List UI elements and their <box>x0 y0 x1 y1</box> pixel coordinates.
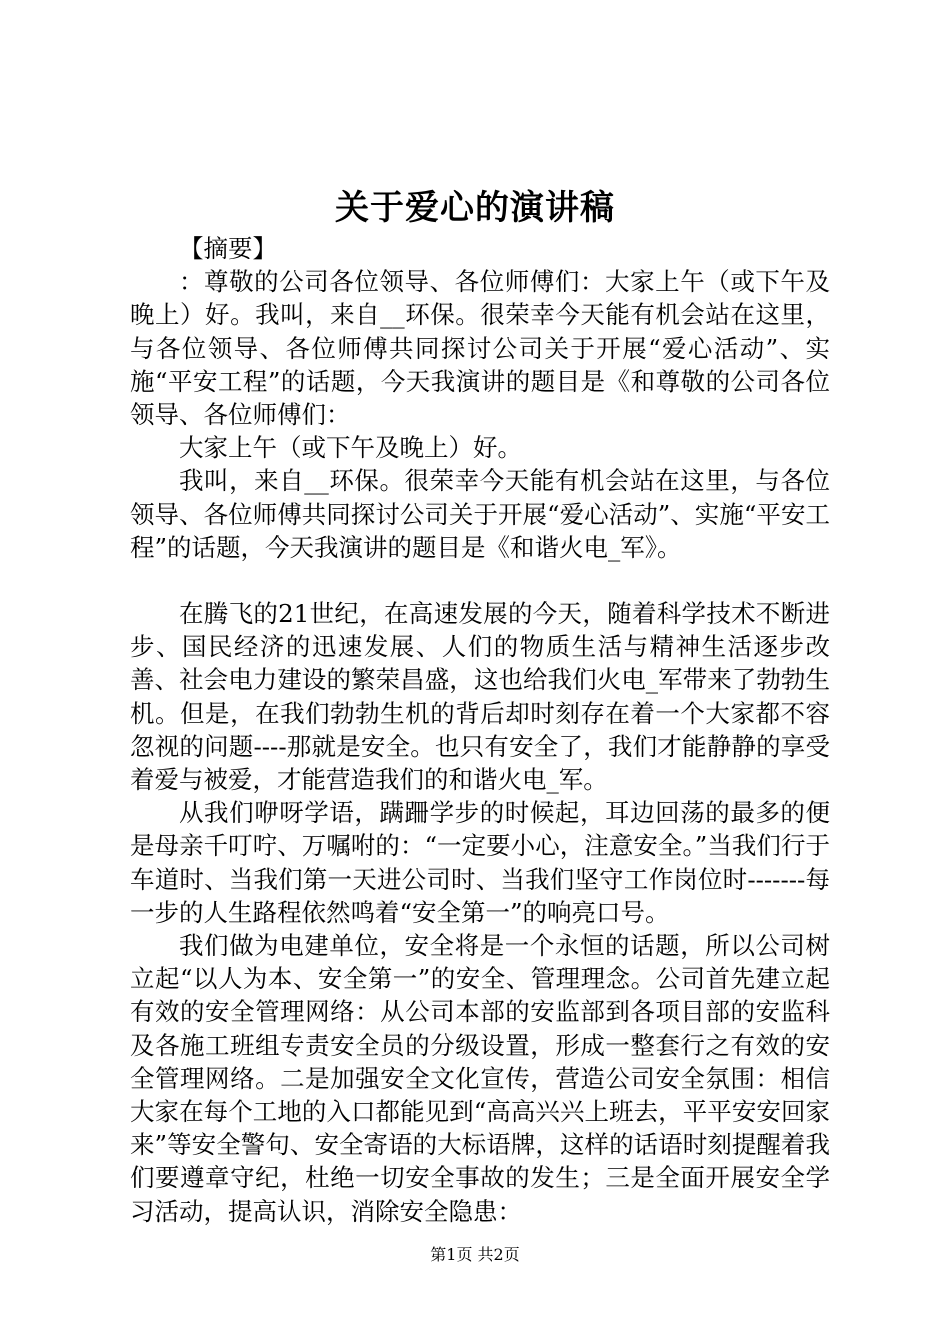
paragraph: 我们做为电建单位，安全将是一个永恒的话题，所以公司树立起“以人为本、安全第一”的安全、管理理念。公司首先建立起有效的安全管理网络：从公司本部的安监部到各项目部的安监科及各施工班组专责安全员的分级设置，形成一整套行之有效的安全管理网络。二是加强安全文化宣传，营造公司安全氛围：相信大家在每个工地的入口都能见到“高高兴兴上班去，平平安安回家来”等安全警句、安全寄语的大标语牌，这样的话语时刻提醒着我们要遵章守纪，杜绝一切安全事故的发生；三是全面开展安全学习活动，提高认识，消除安全隐患： <box>130 931 830 1226</box>
paragraph: 大家上午（或下午及晚上）好。 <box>179 433 522 463</box>
paragraph: 我叫，来自__环保。很荣幸今天能有机会站在这里，与各位领导、各位师傅共同探讨公司关于开展“爱心活动”、实施“平安工程”的话题，今天我演讲的题目是《和谐火电_军》。 <box>130 466 830 562</box>
paragraph: ：尊敬的公司各位领导、各位师傅们：大家上午（或下午及晚上）好。我叫，来自__环保。很荣幸今天能有机会站在这里，与各位领导、各位师傅共同探讨公司关于开展“爱心活动”、实施“平安工程”的话题，今天我演讲的题目是《和尊敬的公司各位领导、各位师傅们： <box>130 267 830 430</box>
document-title: 关于爱心的演讲稿 <box>335 188 615 228</box>
paragraph: 在腾飞的21世纪，在高速发展的今天，随着科学技术不断进步、国民经济的迅速发展、人们的物质生活与精神生活逐步改善、社会电力建设的繁荣昌盛，这也给我们火电_军带来了勃勃生机。但是，在我们勃勃生机的背后却时刻存在着一个大家都不容忽视的问题----那就是安全。也只有安全了，我们才能静静的享受着爱与被爱，才能营造我们的和谐火电_军。 <box>130 599 830 795</box>
abstract-heading: 【摘要】 <box>179 234 277 263</box>
page-footer: 第1页 共2页 <box>430 1245 520 1264</box>
document-body <box>130 232 830 1228</box>
paragraph: 从我们咿呀学语，蹒跚学步的时候起，耳边回荡的最多的便是母亲千叮咛、万嘱咐的：“一定要小心，注意安全。”当我们行于车道时、当我们第一天进公司时、当我们坚守工作岗位时-------每一步的人生路程依然鸣着“安全第一”的响亮口号。 <box>130 798 830 927</box>
